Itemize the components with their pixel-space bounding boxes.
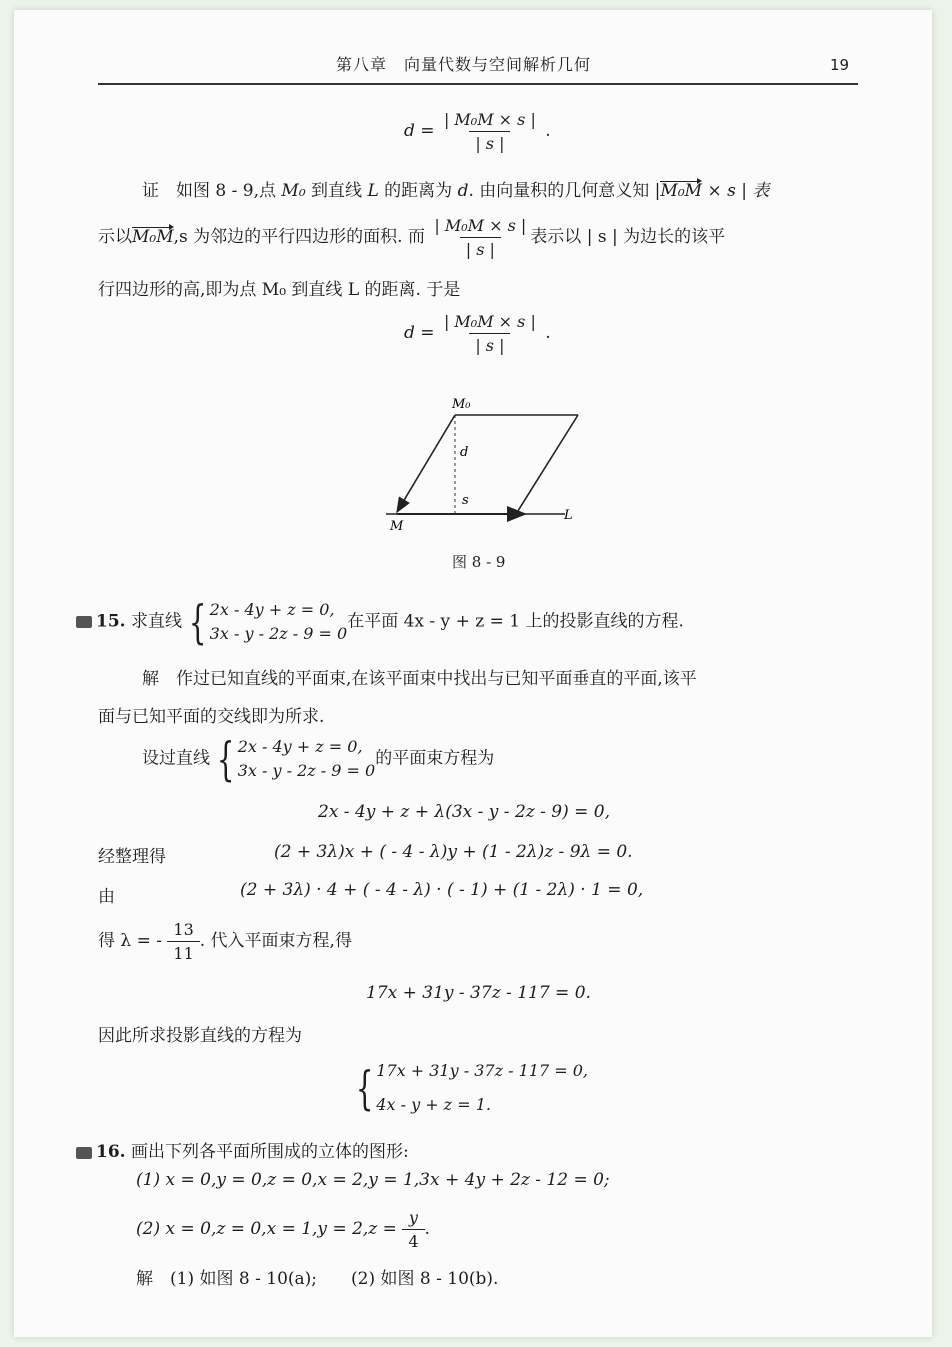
proof-fraction [430,216,530,259]
proof-frac-den: | s | [460,237,501,259]
item2-den: 4 [402,1229,424,1251]
problem-16-statement [76,1137,409,1162]
eq-simplified: (2 + 3λ)x + ( - 4 - λ)y + (1 - 2λ)z - 9λ = 0. [274,842,633,862]
eq-pencil: 2x - 4y + z + λ(3x - y - 2z - 9) = 0, [318,802,610,822]
formula-d-2 [404,312,551,355]
item2-num: y [408,1208,418,1227]
distance-d: d [457,181,469,201]
problem-text: 在平面 4x - y + z = 1 上的投影直线的方程. [347,611,684,632]
item-text: (2) x = 0,z = 0,x = 1,y = 2,z = [136,1219,397,1239]
exercise-icon [76,1147,92,1159]
proof-text: 到直线 [305,181,368,201]
item-text: . [424,1219,430,1239]
vector-m0m: M₀M [132,227,174,247]
formula-fraction [440,110,540,153]
system-line: 3x - y - 2z - 9 = 0 [209,624,348,643]
lambda-text: 得 λ = - [98,931,162,951]
label-l: L [564,508,573,523]
formula-denominator: | s | [469,131,510,153]
system-line: 3x - y - 2z - 9 = 0 [237,761,376,780]
exercise-icon [76,616,92,628]
proof-line-1 [142,176,769,201]
formula-lhs: d = [404,323,435,343]
proof-line-3: 行四边形的高,即为点 M₀ 到直线 L 的距离. 于是 [98,280,461,300]
proof-text: . 由向量积的几何意义知 | [468,181,661,201]
lambda-num: 13 [173,920,194,939]
lambda-den: 11 [167,941,199,963]
answer-system [354,1054,588,1122]
chapter-title: 第八章 向量代数与空间解析几何 [336,55,592,74]
answer-line: 4x - y + z = 1. [376,1095,491,1114]
point-m0: M₀ [281,181,306,201]
parallelogram-right [516,415,578,514]
proof-text: 示以 [98,227,132,247]
lambda-fraction [167,920,199,963]
page-number: 19 [830,56,850,74]
header-rule [98,83,858,85]
problem-number: 16. [96,1142,126,1162]
simplify-label: 经整理得 [98,847,166,867]
formula-fraction [440,312,540,355]
formula-numerator: | M₀M × s | [443,312,536,331]
label-m: M [390,519,404,534]
pencil-setup [142,732,495,786]
equation-system [187,595,348,649]
system-line: 2x - 4y + z = 0, [237,737,363,756]
eq-plane: 17x + 31y - 37z - 117 = 0. [366,983,591,1003]
label-m0: M₀ [452,397,471,412]
vector-m0m-arrow [397,415,455,512]
brace: { [217,732,235,786]
vector-m0m: M₀M [660,181,703,201]
solution-line-1: 解 作过已知直线的平面束,在该平面束中找出与已知平面垂直的平面,该平 [142,669,697,689]
problem-16-solution: 解 (1) 如图 8 - 10(a); (2) 如图 8 - 10(b). [136,1269,499,1289]
figure-caption: 图 8 - 9 [452,553,506,571]
setup-text: 设过直线 [142,748,210,769]
proof-text: × s | 表 [702,181,770,201]
proof-line-2 [98,216,725,259]
formula-tail: . [545,323,551,343]
proof-frac-num: | M₀M × s | [434,216,527,235]
proof-text: 表示以 | s | 为边长的该平 [530,227,726,247]
lambda-text: . 代入平面束方程,得 [199,931,352,951]
setup-text: 的平面束方程为 [375,748,495,769]
problem-text: 画出下列各平面所围成的立体的图形: [130,1142,409,1162]
label-s: s [462,493,469,508]
label-d: d [460,445,469,460]
formula-d-1 [404,110,551,153]
answer-line: 17x + 31y - 37z - 117 = 0, [376,1061,588,1080]
formula-denominator: | s | [469,333,510,355]
lambda-result [98,920,352,963]
system-line: 2x - 4y + z = 0, [209,600,335,619]
problem-16-item-2 [136,1208,430,1251]
proof-text: 的距离为 [378,181,458,201]
formula-tail: . [545,121,551,141]
line-l: L [367,181,379,201]
equation-system [354,1054,588,1122]
solution-line-2: 面与已知平面的交线即为所求. [98,707,325,727]
conclusion-text: 因此所求投影直线的方程为 [98,1026,302,1046]
proof-text: ,s 为邻边的平行四边形的面积. 而 [173,227,425,247]
problem-text: 求直线 [130,611,182,632]
problem-15-statement [76,595,684,649]
problem-16-item-1: (1) x = 0,y = 0,z = 0,x = 2,y = 1,3x + 4y + 2z - 12 = 0; [136,1170,610,1190]
brace: { [189,595,207,649]
brace: { [355,1061,374,1115]
problem-number: 15. [96,611,126,632]
eq-dot: (2 + 3λ) · 4 + ( - 4 - λ) · ( - 1) + (1 - 2λ) · 1 = 0, [240,880,644,900]
item2-fraction [402,1208,424,1251]
figure-8-9 [370,392,590,542]
formula-lhs: d = [404,121,435,141]
by-label: 由 [98,887,115,907]
formula-numerator: | M₀M × s | [443,110,536,129]
proof-text: 证 如图 8 - 9,点 [142,181,282,201]
equation-system [215,732,376,786]
